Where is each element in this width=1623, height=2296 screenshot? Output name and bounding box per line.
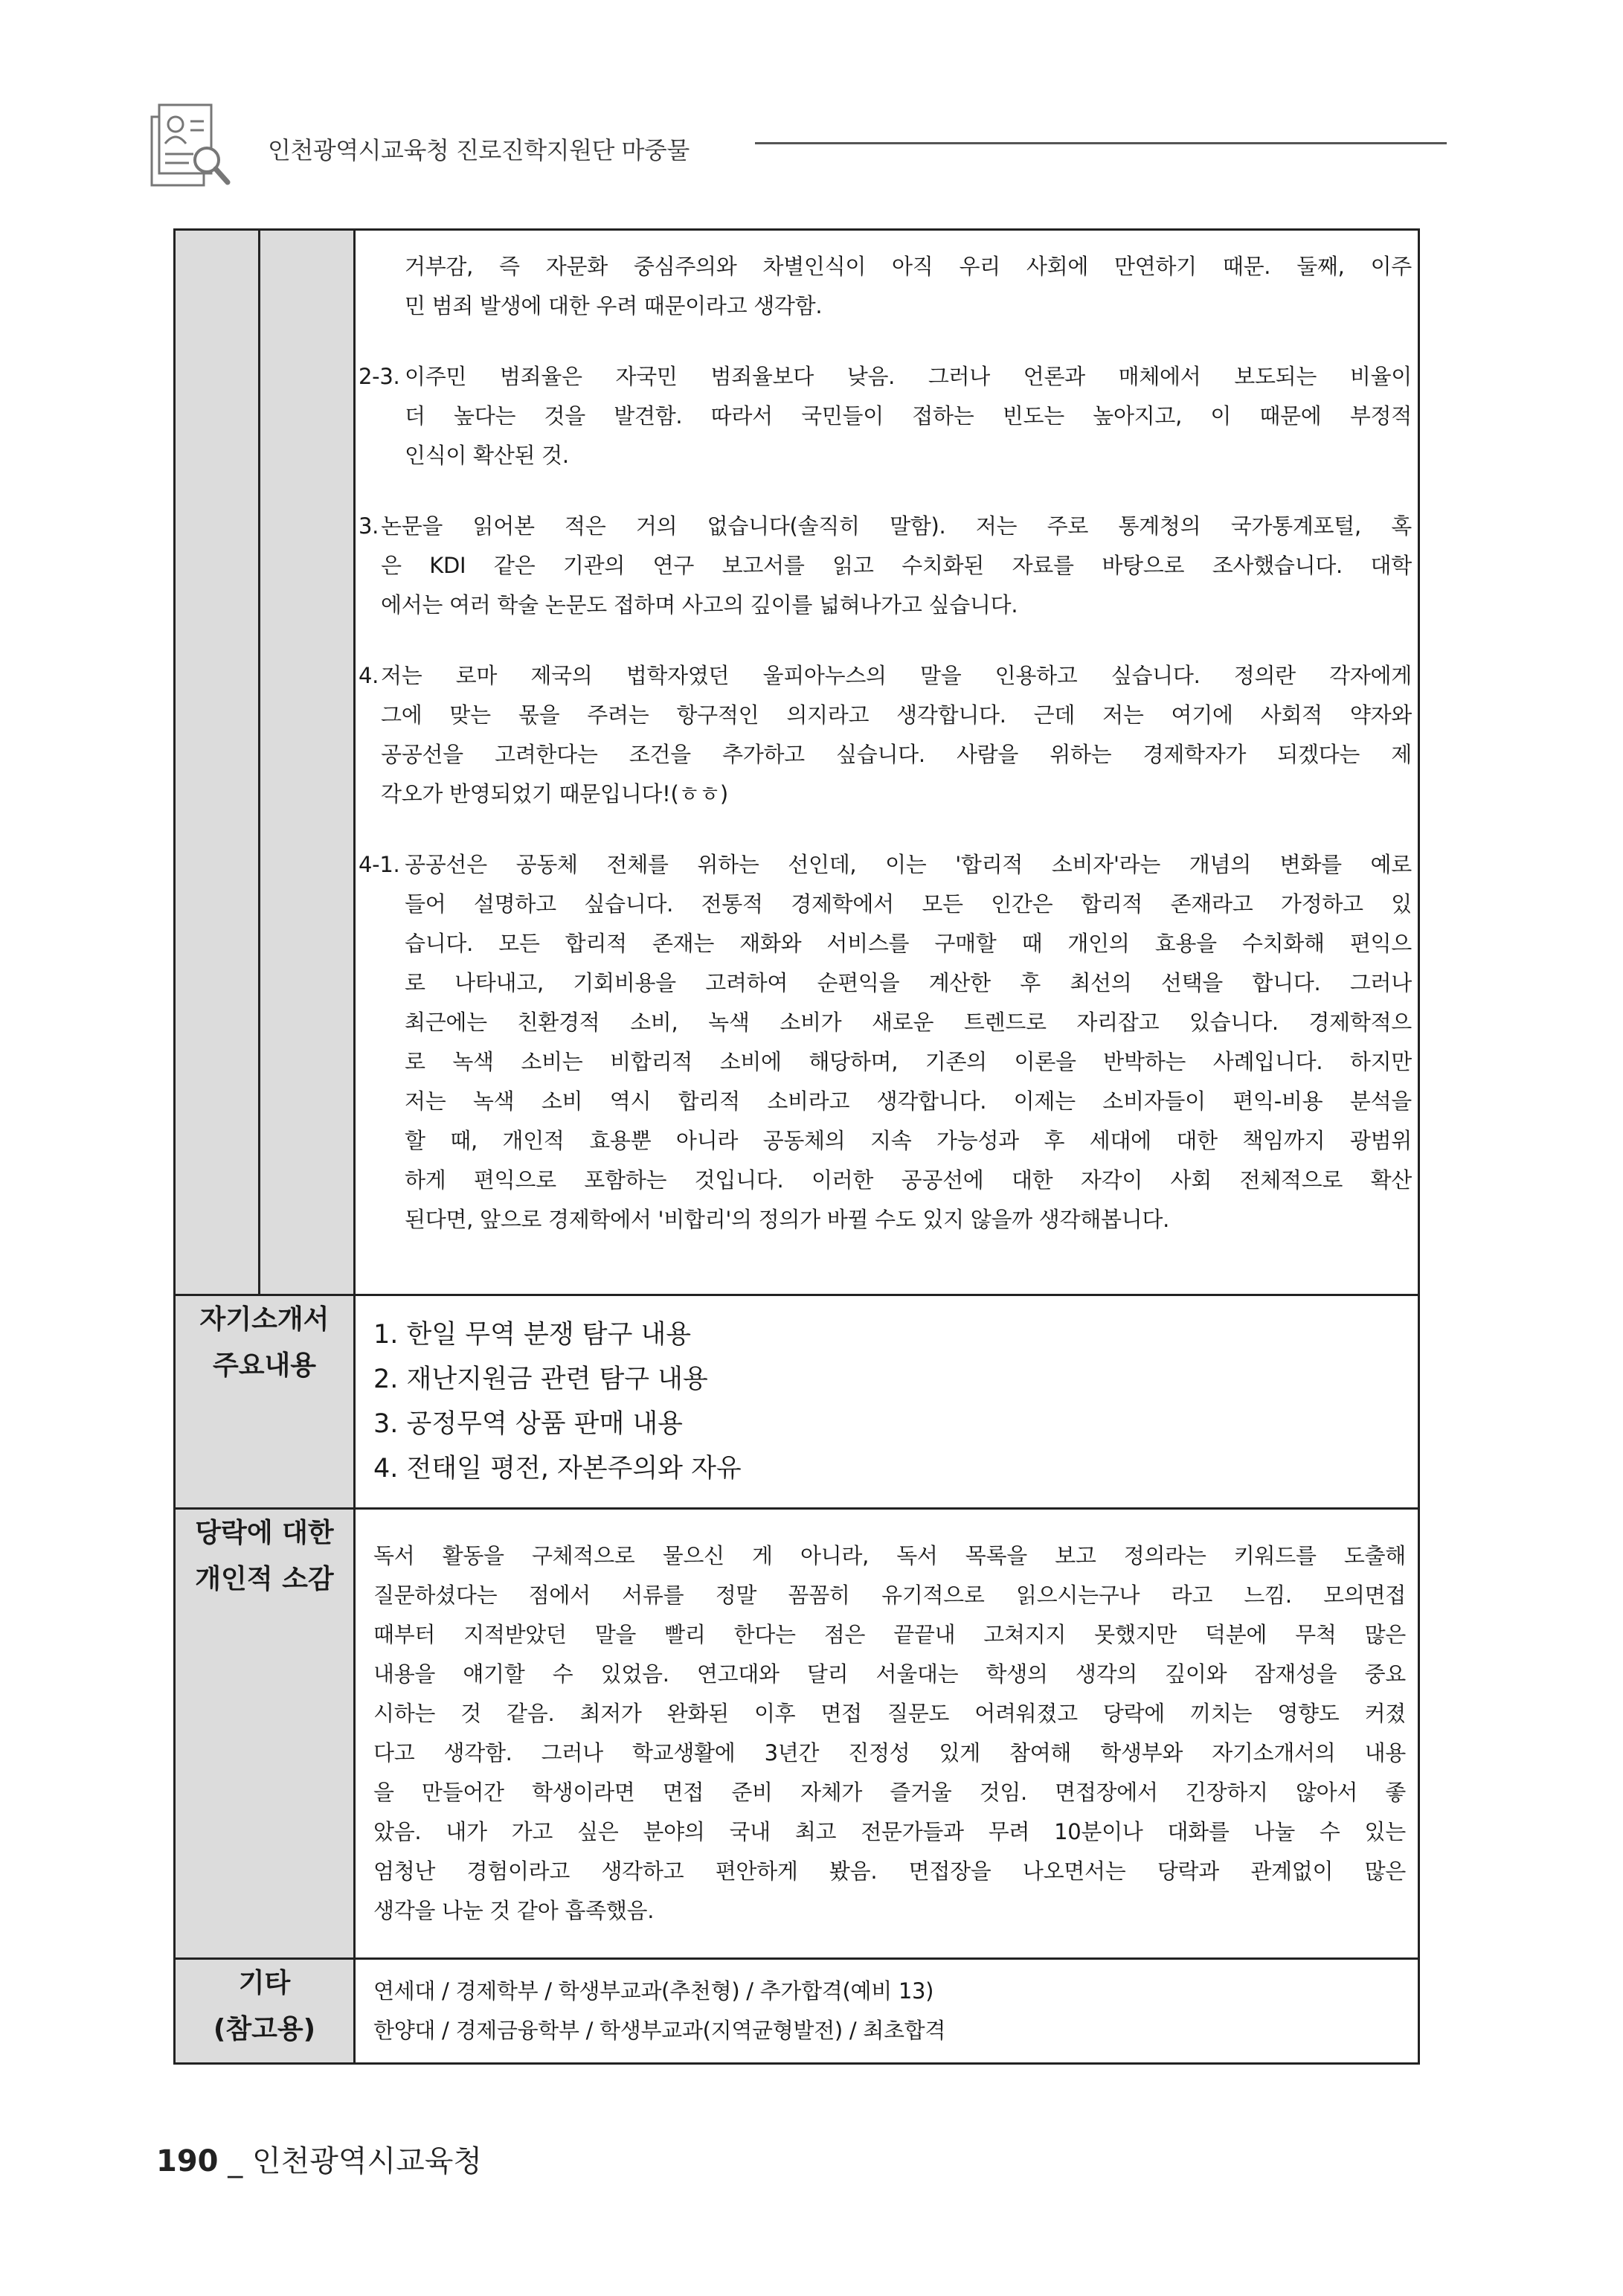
list-item: 3. 공정무역 상품 판매 내용 (373, 1409, 683, 1439)
interview-answer (359, 507, 1412, 625)
list-item: 1. 한일 무역 분쟁 탐구 내용 (373, 1320, 692, 1350)
interview-answers (356, 231, 1418, 1250)
answer-text: 이주민 범죄율은 자국민 범죄율보다 낮음. 그러나 언론과 매체에서 보도되는 비율이 (405, 364, 1412, 389)
opinion-line: 독서 활동을 구체적으로 물으신 게 아니라, 독서 목록을 보고 정의라는 키워드를 도출해 (373, 1543, 1406, 1568)
answer-line: 그에 맞는 몫을 주려는 항구적인 의지라고 생각합니다. 근데 저는 여기에 사회적 약자와 (381, 702, 1412, 728)
answer-line: 더 높다는 것을 발견함. 따라서 국민들이 접하는 빈도는 높아지고, 이 때문에 부정적 (405, 403, 1412, 429)
opinion-line: 시하는 것 같음. 최저가 완화된 이후 면접 질문도 어려워졌고 당락에 끼치는 영향도 커졌 (373, 1701, 1406, 1726)
answer-line (359, 656, 1412, 696)
opinion-label (175, 1509, 355, 1959)
header-title: 인천광역시교육청 진로진학지원단 마중물 (268, 136, 690, 164)
footer-separator: _ (228, 2144, 243, 2178)
answer-line (359, 845, 1412, 885)
answer-line: 각오가 반영되었기 때문입니다!(ㅎㅎ) (381, 781, 728, 807)
opinion-line: 엄청난 경험이라고 생각하고 편안하게 봤음. 면접장을 나오면서는 당락과 관계없이 많은 (373, 1859, 1406, 1884)
answer-number: 2-3. (359, 364, 400, 389)
self-intro-label (175, 1295, 355, 1509)
answer-line: 로 녹색 소비는 비합리적 소비에 해당하며, 기존의 이론을 반박하는 사례입니다. 하지만 (405, 1049, 1412, 1074)
answer-line: 최근에는 친환경적 소비, 녹색 소비가 새로운 트렌드로 자리잡고 있습니다. 경제학적으 (405, 1010, 1412, 1035)
list-item: 2. 재난지원금 관련 탐구 내용 (373, 1365, 708, 1394)
interview-answer (359, 357, 1412, 475)
page-header (149, 93, 1450, 197)
etc-label (175, 1959, 355, 2064)
answer-line: 민 범죄 발생에 대한 우려 때문이라고 생각함. (405, 293, 823, 318)
footer-publisher: 인천광역시교육청 (251, 2144, 483, 2178)
interview-answer (359, 656, 1412, 814)
opinion-line: 다고 생각함. 그러나 학교생활에 3년간 진정성 있게 참여해 학생부와 자기소개서의 내용 (373, 1740, 1406, 1766)
answer-text: 논문을 읽어본 적은 거의 없습니다(솔직히 말함). 저는 주로 통계청의 국가통계포털, 혹 (381, 513, 1412, 539)
document-search-icon (149, 100, 232, 190)
answer-line: 인식이 확산된 것. (405, 443, 569, 468)
answer-line: 하게 편익으로 포함하는 것입니다. 이러한 공공선에 대한 자각이 사회 전체적으로 확산 (405, 1167, 1412, 1193)
opinion-text (356, 1529, 1418, 1938)
opinion-line: 았음. 내가 가고 싶은 분야의 국내 최고 전문가들과 무려 10분이나 대화를 나눌 수 있는 (373, 1819, 1406, 1844)
self-intro-label-line2: 주요내용 (212, 1350, 317, 1381)
interview-answers-cell (355, 230, 1419, 1295)
answer-number: 4-1. (359, 852, 400, 877)
opinion-row (175, 1509, 1419, 1959)
row-label-cell-empty (175, 230, 260, 1295)
opinion-line: 을 만들어간 학생이라면 면접 준비 자체가 즐거울 것임. 면접장에서 긴장하지 않아서 좋 (373, 1780, 1406, 1805)
opinion-content (355, 1509, 1419, 1959)
answer-line: 은 KDI 같은 기관의 연구 보고서를 읽고 수치화된 자료를 바탕으로 조사했습니다. 대학 (381, 553, 1412, 578)
etc-row (175, 1959, 1419, 2064)
answer-line: 된다면, 앞으로 경제학에서 '비합리'의 정의가 바뀔 수도 있지 않을까 생각해봅니다. (405, 1207, 1170, 1232)
interview-answer (359, 845, 1412, 1240)
answer-number: 4. (359, 663, 379, 688)
answer-line (359, 507, 1412, 546)
row-sublabel-cell-empty (260, 230, 355, 1295)
answer-line: 로 나타내고, 기회비용을 고려하여 순편익을 계산한 후 최선의 선택을 합니다. 그러나 (405, 970, 1412, 995)
answer-line: 에서는 여러 학술 논문도 접하며 사고의 깊이를 넓혀나가고 싶습니다. (381, 592, 1018, 618)
opinion-label-line1: 당락에 대한 (195, 1518, 334, 1548)
etc-label-line2: (참고용) (213, 2014, 316, 2045)
page-number: 190 (156, 2144, 219, 2178)
opinion-label-line2: 개인적 소감 (195, 1564, 334, 1594)
opinion-line: 생각을 나눈 것 같아 흡족했음. (373, 1898, 655, 1923)
admission-result-line: 연세대 / 경제학부 / 학생부교과(추천형) / 추가합격(예비 13) (373, 1978, 934, 2004)
admission-result-line: 한양대 / 경제금융학부 / 학생부교과(지역균형발전) / 최초합격 (373, 2018, 946, 2043)
self-intro-content (355, 1295, 1419, 1509)
answer-line: 거부감, 즉 자문화 중심주의와 차별인식이 아직 우리 사회에 만연하기 때문. 둘째, 이주 (405, 254, 1412, 279)
self-intro-row (175, 1295, 1419, 1509)
header-rule (755, 142, 1447, 144)
opinion-line: 질문하셨다는 점에서 서류를 정말 꼼꼼히 유기적으로 읽으시는구나 라고 느낌. 모의면접 (373, 1582, 1406, 1608)
answer-line (359, 357, 1412, 397)
answer-number: 3. (359, 513, 379, 539)
answer-line: 할 때, 개인적 효용뿐 아니라 공동체의 지속 가능성과 후 세대에 대한 책임까지 광범위 (405, 1128, 1412, 1153)
self-intro-label-line1: 자기소개서 (199, 1304, 330, 1335)
etc-label-line1: 기타 (238, 1968, 291, 1998)
interview-record-table (173, 228, 1420, 2065)
etc-content (355, 1959, 1419, 2064)
answer-line: 공공선을 고려한다는 조건을 추가하고 싶습니다. 사람을 위하는 경제학자가 되겠다는 제 (381, 742, 1412, 767)
answer-line: 저는 녹색 소비 역시 합리적 소비라고 생각합니다. 이제는 소비자들이 편익-비용 분석을 (405, 1088, 1412, 1114)
opinion-line: 내용을 얘기할 수 있었음. 연고대와 달리 서울대는 학생의 생각의 깊이와 잠재성을 중요 (373, 1661, 1406, 1687)
page-footer (156, 2138, 482, 2180)
answer-text: 공공선은 공동체 전체를 위하는 선인데, 이는 '합리적 소비자'라는 개념의 변화를 예로 (405, 852, 1412, 877)
opinion-line: 때부터 지적받았던 말을 빨리 한다는 점은 끝끝내 고쳐지지 못했지만 덕분에 무척 많은 (373, 1622, 1406, 1647)
answer-line: 습니다. 모든 합리적 존재는 재화와 서비스를 구매할 때 개인의 효용을 수치화해 편익으 (405, 931, 1412, 956)
interview-answers-row (175, 230, 1419, 1295)
list-item: 4. 전태일 평전, 자본주의와 자유 (373, 1454, 742, 1484)
answer-text: 저는 로마 제국의 법학자였던 울피아누스의 말을 인용하고 싶습니다. 정의란 각자에게 (381, 663, 1412, 688)
answer-line: 들어 설명하고 싶습니다. 전통적 경제학에서 모든 인간은 합리적 존재라고 가정하고 있 (405, 891, 1412, 917)
interview-answer (359, 247, 1412, 326)
